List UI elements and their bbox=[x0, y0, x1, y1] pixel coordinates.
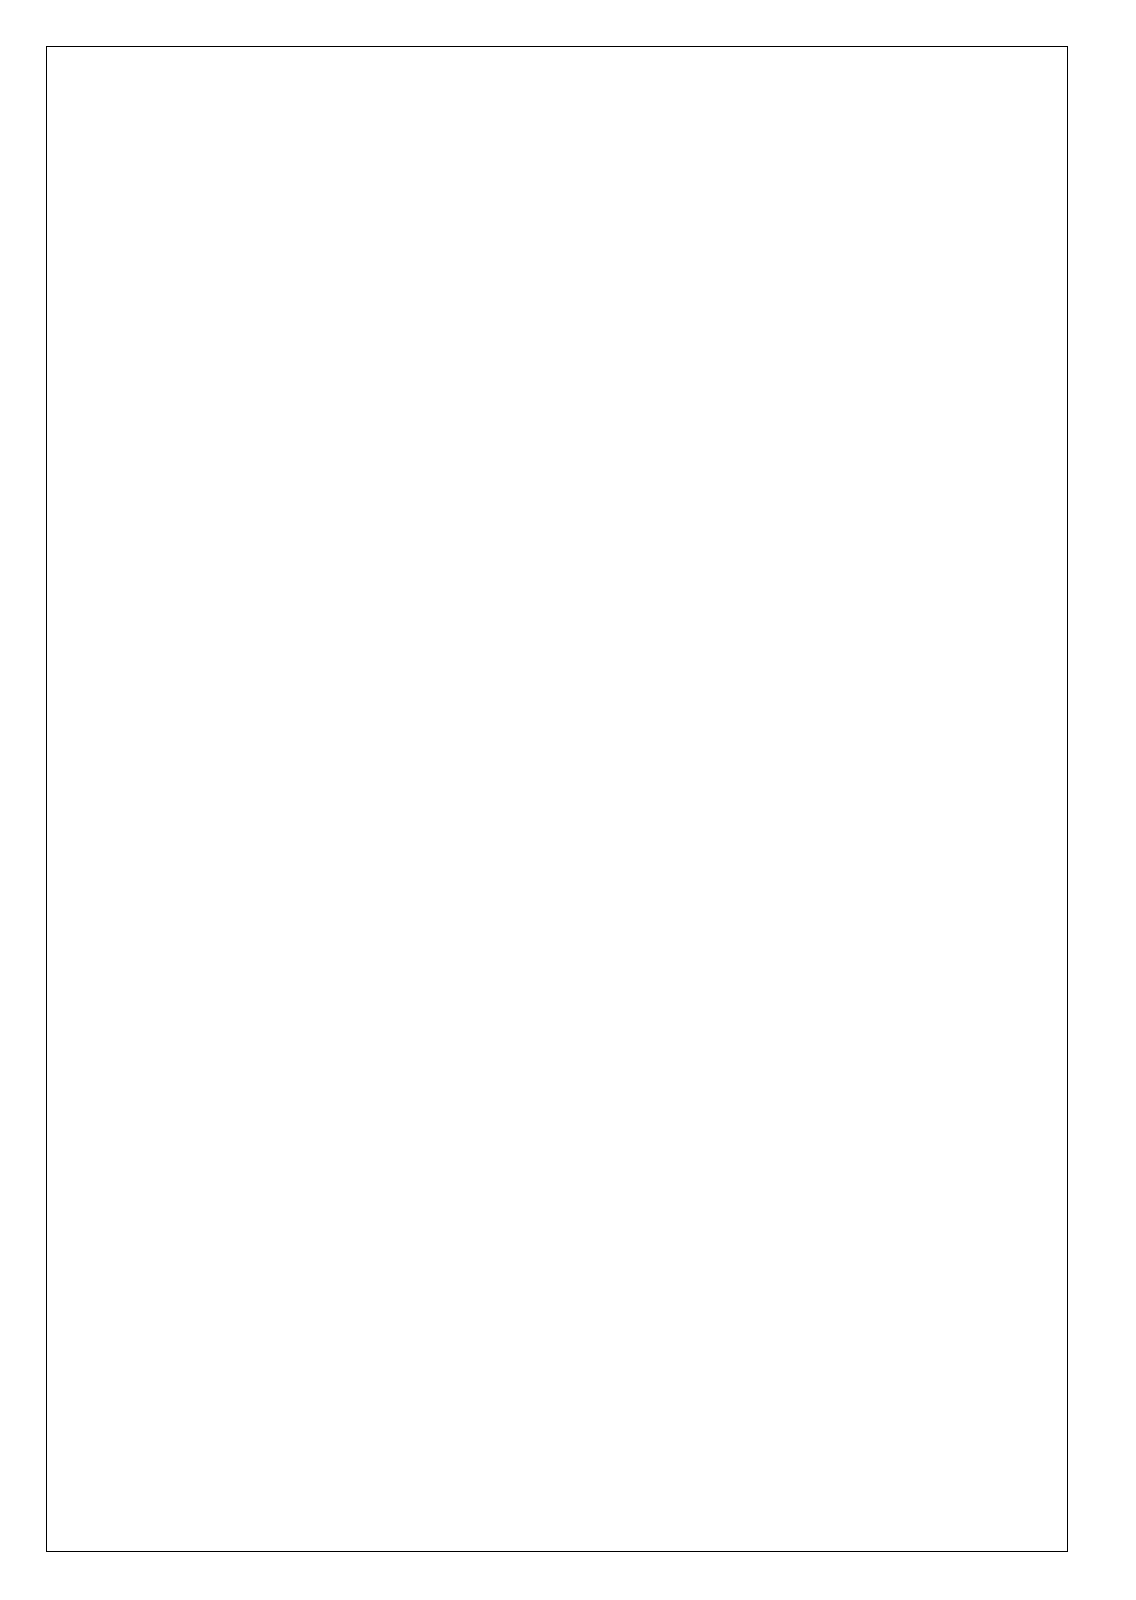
page-border bbox=[46, 46, 1068, 1552]
document-body bbox=[0, 134, 1136, 153]
